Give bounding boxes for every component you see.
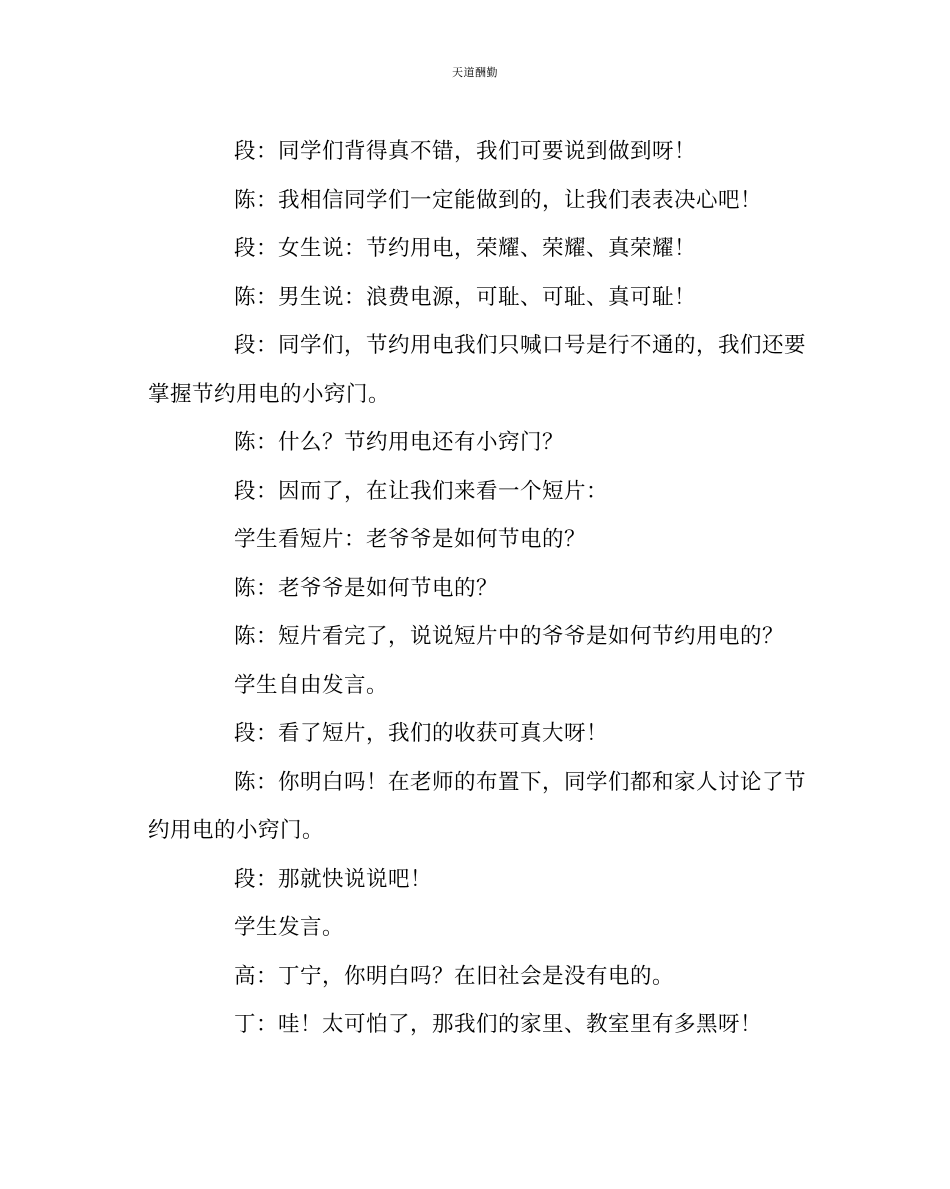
paragraph: 陈：什么？节约用电还有小窍门？ — [234, 430, 565, 455]
paragraph: 学生发言。 — [234, 915, 345, 940]
paragraph: 段：同学们背得真不错，我们可要说到做到呀！ — [234, 139, 697, 164]
paragraph: 陈：我相信同学们一定能做到的，让我们表表决心吧！ — [234, 187, 763, 213]
page-header: 天道酬勤 — [452, 66, 498, 79]
paragraph: 段：看了短片，我们的收获可真大呀！ — [234, 721, 609, 746]
paragraph: 学生看短片：老爷爷是如何节电的？ — [234, 527, 587, 552]
document-body — [148, 128, 808, 1050]
paragraph: 陈：你明白吗！在老师的布置下，同学们都和家人讨论了节约用电的小窍门。 — [148, 769, 807, 843]
paragraph: 高：丁宁，你明白吗？在旧社会是没有电的。 — [234, 963, 675, 989]
paragraph: 丁：哇！太可怕了，那我们的家里、教室里有多黑呀！ — [234, 1012, 763, 1037]
paragraph: 段：同学们，节约用电我们只喊口号是行不通的，我们还要掌握节约用电的小窍门。 — [148, 333, 807, 407]
paragraph: 陈：老爷爷是如何节电的？ — [234, 575, 499, 601]
paragraph: 段：女生说：节约用电，荣耀、荣耀、真荣耀！ — [234, 236, 697, 261]
paragraph: 陈：男生说：浪费电源，可耻、可耻、真可耻！ — [234, 284, 697, 310]
paragraph: 陈：短片看完了，说说短片中的爷爷是如何节约用电的？ — [234, 624, 785, 649]
paragraph: 段：因而了，在让我们来看一个短片： — [234, 478, 609, 504]
paragraph: 学生自由发言。 — [234, 672, 389, 698]
paragraph: 段：那就快说说吧！ — [234, 866, 433, 892]
